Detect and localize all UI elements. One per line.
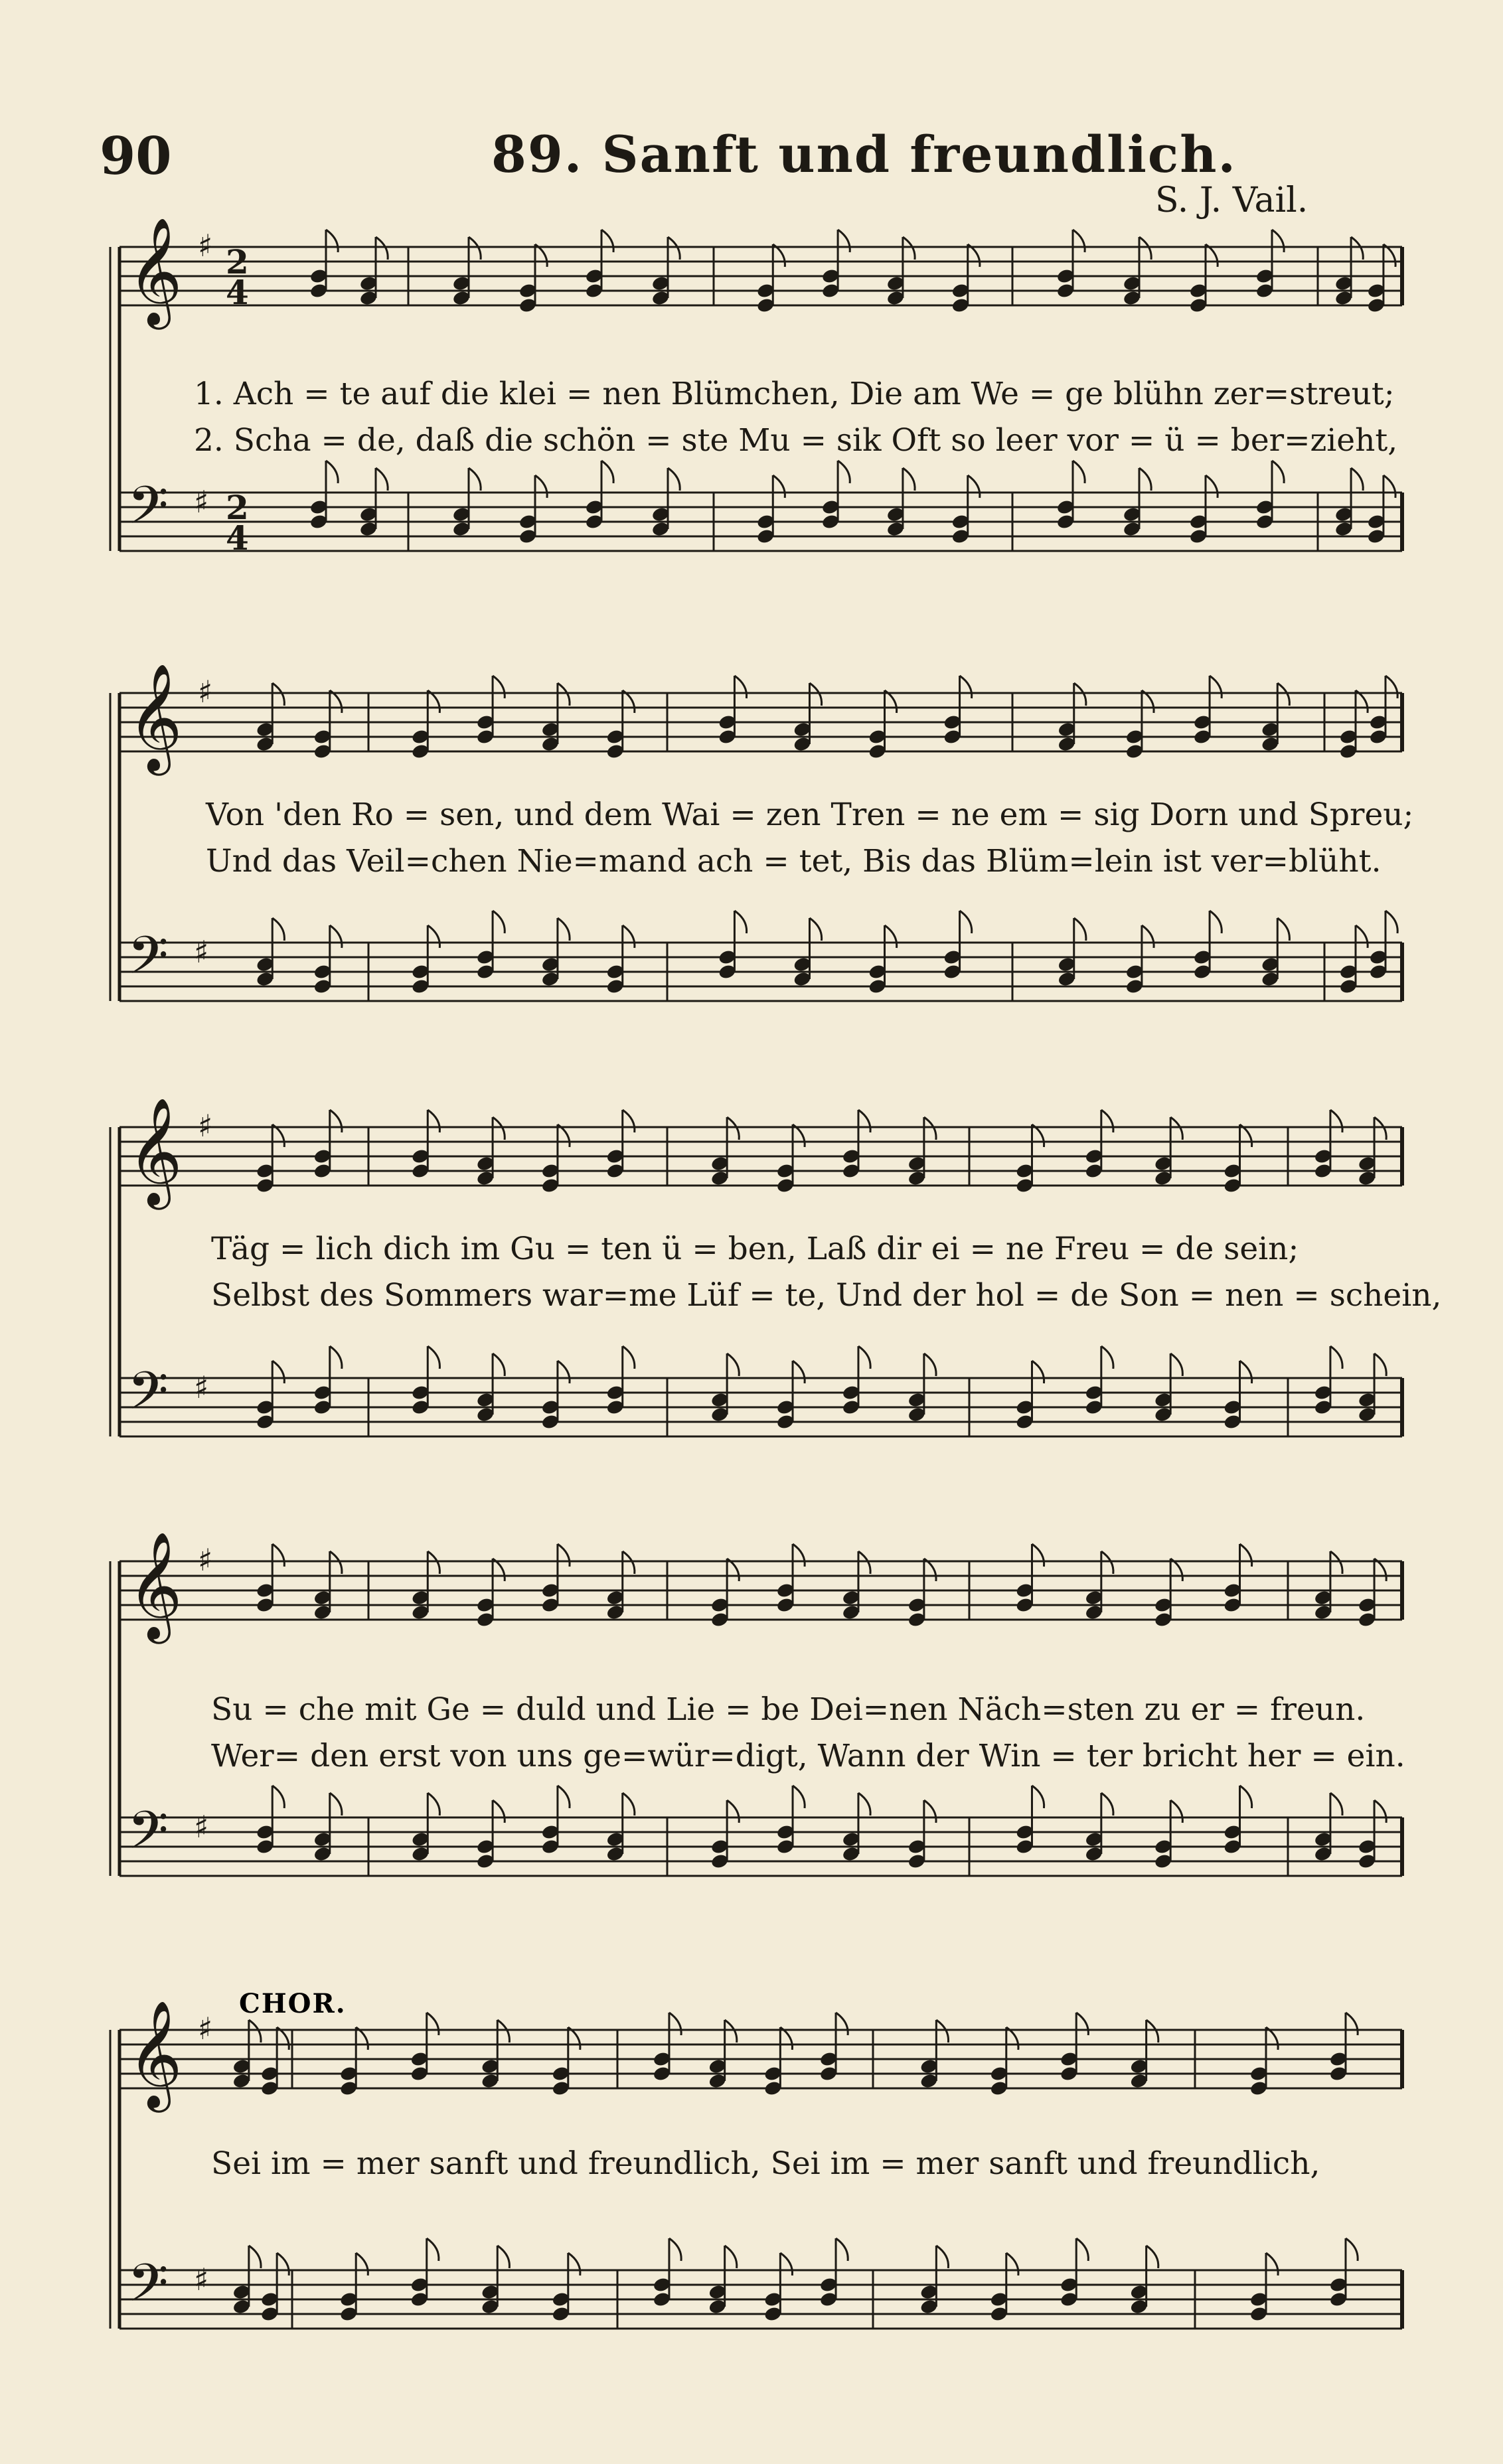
note-flag [601, 230, 613, 252]
note-flag [428, 925, 439, 948]
note-flag [427, 2013, 439, 2035]
key-signature-sharp: ♯ [198, 674, 213, 710]
note-flag [1240, 1544, 1252, 1567]
note-flag [1170, 1353, 1182, 1376]
note-flag [727, 1353, 739, 1376]
key-signature-sharp: ♯ [194, 1809, 209, 1845]
key-signature-sharp: ♯ [198, 228, 213, 264]
note-flag [1210, 676, 1222, 698]
note-flag [1272, 230, 1284, 252]
note-flag [1032, 1786, 1044, 1808]
note-flag [1170, 1800, 1182, 1823]
note-flag [1374, 1800, 1386, 1823]
note-flag [838, 230, 850, 252]
note-flag [1073, 461, 1085, 483]
note-flag [725, 2246, 737, 2268]
note-flag [669, 2238, 681, 2261]
note-flag [1240, 1786, 1252, 1808]
note-flag [773, 475, 785, 498]
note-flag [558, 1544, 570, 1567]
page-number: 90 [100, 126, 172, 187]
note-flag [330, 925, 342, 948]
note-flag [1142, 925, 1154, 948]
note-stems [249, 230, 1397, 2314]
note-flag [558, 683, 570, 706]
note-flag [623, 925, 635, 948]
note-flag [535, 475, 547, 498]
note-flag [493, 1117, 505, 1140]
note-flag [376, 468, 388, 491]
lyric-line-3-1: Täg = lich dich im Gu = ten ü = ben, Laß dir ei = ne Freu = de sein; [211, 1231, 1299, 1267]
note-flag [1101, 1793, 1113, 1815]
note-flag [558, 1361, 570, 1383]
lyric-line-2-2: Und das Veil=chen Nie=mand ach = tet, Bis das Blüm=lein ist ver=blüht. [206, 843, 1382, 880]
note-flag [272, 1544, 284, 1567]
note-flag [558, 1786, 570, 1808]
treble-clef: 𝄞 [127, 663, 183, 771]
note-flag [1101, 1110, 1113, 1132]
key-signature-sharp: ♯ [198, 1108, 213, 1144]
bass-clef: 𝄢 [127, 1800, 169, 1874]
note-flag [376, 237, 388, 260]
note-flag [1374, 1117, 1386, 1140]
note-flag [1076, 2238, 1088, 2261]
note-flag [960, 911, 972, 933]
note-flag [725, 2020, 737, 2042]
note-flag [734, 676, 746, 698]
note-flag [1277, 918, 1289, 941]
lyric-line-5-1: Sei im = mer sanft und freundlich, Sei im = mer sanft und freundlich, [211, 2145, 1320, 2182]
note-flag [330, 1346, 342, 1369]
note-flag [623, 1346, 635, 1369]
note-flag [1356, 925, 1368, 948]
note-flag [1147, 2020, 1158, 2042]
note-flag [272, 918, 284, 941]
note-flag [1147, 2246, 1158, 2268]
note-flag [1351, 237, 1363, 260]
note-flag [1032, 1361, 1044, 1383]
note-flag [493, 1353, 505, 1376]
time-signature-bottom: 4 [226, 273, 249, 312]
lyric-line-2-1: Von 'den Ro = sen, und dem Wai = zen Tren = ne em = sig Dorn und Spreu; [206, 797, 1414, 833]
composer-credit: S. J. Vail. [1155, 181, 1308, 220]
key-signature-sharp: ♯ [194, 1369, 209, 1405]
note-flag [1240, 1361, 1252, 1383]
note-flag [1076, 2013, 1088, 2035]
treble-clef: 𝄞 [127, 2000, 183, 2108]
bass-clef: 𝄢 [127, 1360, 169, 1434]
key-signature-sharp: ♯ [198, 2011, 213, 2046]
treble-clef: 𝄞 [127, 1531, 183, 1640]
note-flag [1385, 676, 1397, 698]
note-flag [623, 1793, 635, 1815]
note-flag [669, 2013, 681, 2035]
note-flag [497, 2246, 509, 2268]
note-flag [793, 1544, 805, 1567]
note-flag [1074, 683, 1086, 706]
note-flag [326, 230, 338, 252]
key-signature-sharp: ♯ [194, 934, 209, 970]
hymn-title: 89. Sanft und freundlich. [491, 125, 1237, 184]
note-flag [1384, 475, 1395, 498]
note-flag [924, 1117, 936, 1140]
note-flag [493, 1800, 505, 1823]
note-flag [249, 2246, 261, 2268]
note-flag [924, 1800, 936, 1823]
note-flag [1330, 1110, 1342, 1132]
note-flag [428, 1346, 439, 1369]
bass-clef: 𝄢 [127, 475, 169, 549]
note-flag [493, 911, 505, 933]
note-flag [858, 1793, 870, 1815]
lyric-line-4-1: Su = che mit Ge = duld und Lie = be Dei=nen Näch=sten zu er = freun. [211, 1691, 1366, 1728]
note-flag [836, 2013, 848, 2035]
note-flag [1210, 911, 1222, 933]
note-flag [493, 676, 505, 698]
note-flag [793, 1786, 805, 1808]
note-flag [1346, 2013, 1358, 2035]
note-flag [727, 1800, 739, 1823]
note-flag [601, 461, 613, 483]
note-flag [1073, 230, 1085, 252]
note-flag [903, 468, 915, 491]
note-flag [858, 1110, 870, 1132]
note-flag [668, 468, 680, 491]
note-flag [924, 1353, 936, 1376]
treble-clef: 𝄞 [127, 217, 183, 325]
note-flag [1139, 468, 1151, 491]
note-flag [936, 2020, 948, 2042]
note-flag [1346, 2238, 1358, 2261]
note-flag [1206, 475, 1218, 498]
note-flag [836, 2238, 848, 2261]
note-flag [727, 1117, 739, 1140]
note-flag [428, 1793, 439, 1815]
note-flag [427, 2238, 439, 2261]
note-flag [960, 676, 972, 698]
lyric-line-3-2: Selbst des Sommers war=me Lüf = te, Und der hol = de Son = nen = schein, [211, 1277, 1442, 1314]
note-flag [497, 2020, 509, 2042]
lyric-line-1-2: 2. Scha = de, daß die schön = ste Mu = sik Oft so leer vor = ü = ber=zieht, [194, 422, 1398, 459]
note-flag [272, 683, 284, 706]
note-flag [330, 1110, 342, 1132]
note-heads [232, 268, 1387, 2322]
note-flag [838, 461, 850, 483]
note-flag [277, 2253, 289, 2275]
clefs-and-signatures [127, 217, 249, 2327]
note-flag [936, 2246, 948, 2268]
note-flag [668, 237, 680, 260]
note-flag [1277, 683, 1289, 706]
note-flag [1170, 1117, 1182, 1140]
note-flag [858, 1551, 870, 1574]
note-flag [469, 468, 481, 491]
key-signature-sharp: ♯ [198, 1542, 213, 1578]
key-signature-sharp: ♯ [194, 2262, 209, 2297]
note-flag [1351, 468, 1363, 491]
key-signature-sharp: ♯ [194, 484, 209, 520]
note-flag [1139, 237, 1151, 260]
note-flag [1032, 1544, 1044, 1567]
note-flag [623, 1110, 635, 1132]
note-flag [623, 1551, 635, 1574]
note-flag [356, 2253, 368, 2275]
bass-clef: 𝄢 [127, 925, 169, 999]
note-flag [1074, 918, 1086, 941]
note-flag [1272, 461, 1284, 483]
note-flag [809, 918, 821, 941]
note-flag [780, 2253, 792, 2275]
note-flag [968, 475, 980, 498]
lyric-line-1-1: 1. Ach = te auf die klei = nen Blümchen, Die am We = ge blühn zer=streut; [194, 376, 1395, 412]
note-flag [272, 1361, 284, 1383]
note-flag [272, 1786, 284, 1808]
note-flag [1006, 2253, 1018, 2275]
note-flag [885, 925, 897, 948]
lyric-line-4-2: Wer= den erst von uns ge=wür=digt, Wann der Win = ter bricht her = ein. [211, 1738, 1405, 1774]
note-flag [469, 237, 481, 260]
note-flag [249, 2020, 261, 2042]
note-flag [1330, 1551, 1342, 1574]
note-flag [1385, 911, 1397, 933]
note-flag [428, 1551, 439, 1574]
note-flag [330, 1793, 342, 1815]
note-flag [858, 1346, 870, 1369]
note-flag [1101, 1551, 1113, 1574]
time-signature-bottom: 4 [226, 518, 249, 558]
time-signature-top: 2 [226, 242, 249, 281]
chorus-label: CHOR. [239, 1988, 347, 2019]
treble-clef: 𝄞 [127, 1097, 183, 1205]
note-flag [1266, 2253, 1278, 2275]
note-flag [1330, 1346, 1342, 1369]
note-flag [1374, 1353, 1386, 1376]
note-flag [330, 1551, 342, 1574]
note-flag [809, 683, 821, 706]
note-flag [793, 1361, 805, 1383]
note-flag [734, 911, 746, 933]
note-flag [903, 237, 915, 260]
note-flag [568, 2253, 580, 2275]
note-flag [558, 918, 570, 941]
bass-clef: 𝄢 [127, 2252, 169, 2327]
note-flag [428, 1110, 439, 1132]
note-flag [1101, 1346, 1113, 1369]
time-signature-top: 2 [226, 488, 249, 527]
note-flag [1330, 1793, 1342, 1815]
note-flag [326, 461, 338, 483]
